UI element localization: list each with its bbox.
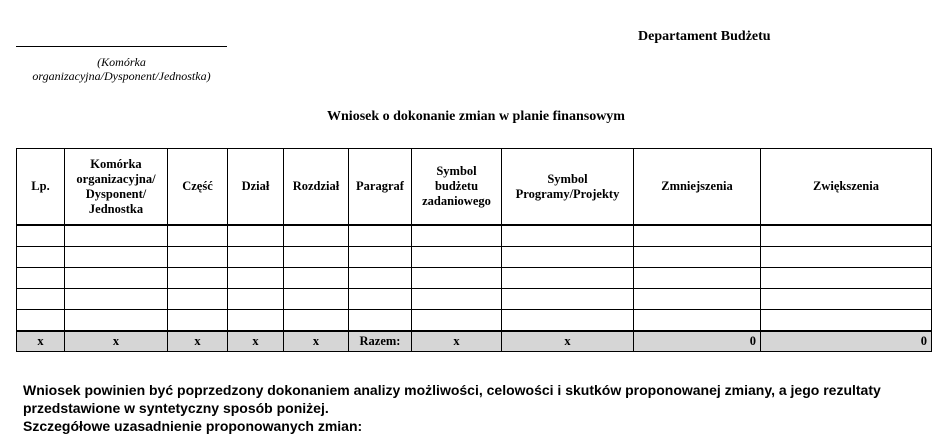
table-cell [65,268,168,289]
table-cell [65,225,168,247]
analysis-note: Wniosek powinien być poprzedzony dokonaniem analizy możliwości, celowości i skutków proponowanej zmiany, a jego rezultaty przedstawione w syntetyczny sposób poniżej. [23,382,881,416]
col-header-division: Dział [228,149,284,226]
table-row [17,247,932,268]
table-cell [761,247,932,268]
table-row [17,289,932,310]
table-cell [502,225,634,247]
table-cell [761,225,932,247]
table-header-row [17,149,932,226]
table-cell [634,310,761,332]
table-cell [17,247,65,268]
col-header-decreases: Zmniejszenia [634,149,761,226]
totals-row [17,331,932,352]
table-cell [502,268,634,289]
col-header-chapter: Rozdział [284,149,349,226]
table-cell [412,310,502,332]
col-header-task-budget-symbol: Symbol budżetu zadaniowego [412,149,502,226]
table-cell [634,225,761,247]
table-cell [284,268,349,289]
table-cell [284,310,349,332]
table-cell [634,289,761,310]
totals-cell-task-budget-symbol: x [412,331,502,352]
table-row [17,225,932,247]
unit-signature-line [16,46,227,47]
table-cell [349,225,412,247]
unit-caption-line2: organizacyjna/Dysponent/Jednostka) [32,69,211,83]
table-cell [168,247,228,268]
instructions [23,381,923,435]
table-cell [761,289,932,310]
col-header-program-symbol: Symbol Programy/Projekty [502,149,634,226]
table-cell [228,225,284,247]
table-cell [17,268,65,289]
table-cell [228,289,284,310]
table-cell [502,247,634,268]
table-cell [634,247,761,268]
totals-cell-part: x [168,331,228,352]
table-cell [761,268,932,289]
table-cell [412,268,502,289]
table-row [17,268,932,289]
table-cell [412,225,502,247]
totals-decreases: 0 [634,331,761,352]
col-header-paragraph: Paragraf [349,149,412,226]
table-cell [17,289,65,310]
table-cell [228,268,284,289]
table-cell [65,310,168,332]
table-cell [168,310,228,332]
department-name: Departament Budżetu [638,29,771,44]
table-cell [349,310,412,332]
unit-caption-line1: (Komórka [97,55,146,69]
table-cell [284,247,349,268]
justification-label: Szczegółowe uzasadnienie proponowanych zmian: [23,418,363,434]
table-cell [168,268,228,289]
col-header-part: Część [168,149,228,226]
col-header-increases: Zwiększenia [761,149,932,226]
table-cell [349,247,412,268]
col-header-unit: Komórka organizacyjna/ Dysponent/ Jednostka [65,149,168,226]
changes-table [16,148,932,352]
unit-caption [16,55,227,83]
table-cell [65,247,168,268]
form-title: Wniosek o dokonanie zmian w planie finansowym [327,109,625,124]
table-cell [168,289,228,310]
col-header-lp: Lp. [17,149,65,226]
table-cell [412,247,502,268]
totals-label: Razem: [349,331,412,352]
table-cell [65,289,168,310]
table-cell [412,289,502,310]
table-cell [502,310,634,332]
totals-cell-division: x [228,331,284,352]
table-cell [228,310,284,332]
table-cell [349,289,412,310]
table-cell [17,225,65,247]
table-cell [349,268,412,289]
table-cell [761,310,932,332]
totals-increases: 0 [761,331,932,352]
table-cell [284,225,349,247]
table-cell [634,268,761,289]
totals-cell-lp: x [17,331,65,352]
table-cell [168,225,228,247]
table-cell [228,247,284,268]
table-cell [502,289,634,310]
table-cell [284,289,349,310]
table-cell [17,310,65,332]
totals-cell-chapter: x [284,331,349,352]
totals-cell-unit: x [65,331,168,352]
table-row [17,310,932,332]
totals-cell-program-symbol: x [502,331,634,352]
